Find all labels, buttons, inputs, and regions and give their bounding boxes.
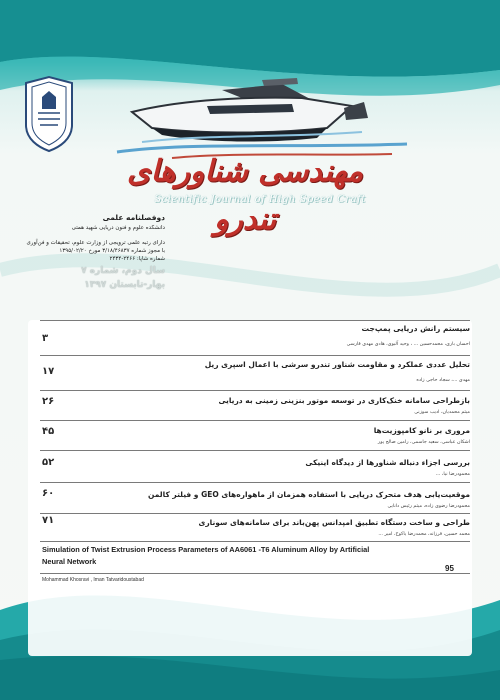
toc-item-page: ۳: [42, 333, 49, 344]
english-article-title[interactable]: [42, 544, 462, 568]
english-article-title-line-2: Neural Network: [42, 557, 97, 566]
toc-item-authors: محمودرضا رضوی زاده، میثم رئیس دانایی: [387, 504, 470, 509]
english-article-title-line-1: Simulation of Twist Extrusion Process Parameters of AA6061 -T6 Aluminum Alloy by Artificial: [42, 545, 370, 554]
toc-item-authors: میثم محمدیان، ادیب سوزنی: [414, 410, 470, 415]
issue-number: سال دوم، شماره ۷: [81, 266, 165, 276]
toc-item-authors: محمد حسین، فرزانه، محمدرضا یاکوح، امیر ...: [378, 532, 470, 537]
journal-title-persian: مهندسی شناورهای تندرو: [126, 154, 364, 237]
toc-item-title[interactable]: موقعیت‌یابی هدف متحرک دریایی با استفاده همزمان از ماهواره‌های GEO و فیلتر کالمن: [148, 490, 470, 499]
issn-line: شماره شاپا: ۲۴۶۶-۲۴۳۴: [109, 256, 165, 262]
toc-item-title[interactable]: طراحی و ساخت دستگاه تطبیق امپدانس پهن‌باند برای سامانه‌های سوناری: [198, 518, 470, 527]
english-article-authors: Mohammad Khosravi , Iman Tatvaridoustabad: [42, 577, 144, 583]
toc-item-title[interactable]: سیستم رانش دریایی پمپ‌جت: [361, 324, 470, 333]
toc-divider: [40, 541, 470, 542]
toc-divider: [40, 355, 470, 356]
toc-divider: [40, 513, 470, 514]
publisher-line-2: دارای رتبه علمی ترویجی از وزارت علوم، تحقیقات و فن‌آوری: [26, 240, 165, 246]
issue-season: بهار-تابستان ۱۳۹۷: [84, 280, 165, 290]
toc-item-authors: اشکان عباسی، سعید جاسمی، رامین صالح پور: [377, 440, 470, 445]
university-emblem-logo: [20, 75, 78, 153]
toc-item-page: ۵۲: [42, 457, 55, 468]
toc-item-authors: احسان باری، محمدحسین ... ، وحید آلبوی، هادی مهدی فارسی: [346, 342, 470, 347]
toc-item-title[interactable]: مروری بر نانو کامپوزیت‌ها: [373, 426, 470, 435]
publisher-line-1: دانشکده علوم و فنون دریایی شهید همتی: [71, 225, 165, 231]
toc-divider: [40, 390, 470, 391]
publication-type: دوفصلنامه علمی: [102, 213, 165, 222]
toc-item-authors: مهدی ...، سجاد حاجی زاده: [416, 378, 470, 383]
toc-item-page: ۴۵: [42, 426, 55, 437]
toc-divider: [40, 420, 470, 421]
table-of-contents-panel: [28, 320, 472, 656]
toc-item-page: ۷۱: [42, 515, 55, 526]
toc-item-title[interactable]: بررسی اجزاء دنباله شناورها از دیدگاه اینیکی: [305, 458, 470, 467]
toc-item-page: ۲۶: [42, 396, 55, 407]
toc-item-page: ۱۷: [42, 366, 55, 377]
toc-divider: [40, 482, 470, 483]
license-line: با مجوز شماره ۳/۱۸/۴۶۸۳۷ مورخ ۱۳۹۵/۰۲/۲۰: [59, 248, 165, 254]
toc-divider: [40, 573, 470, 574]
toc-item-title[interactable]: بازطراحی سامانه خنک‌کاری در توسعه موتور بنزینی زمینی به دریایی: [218, 396, 470, 405]
toc-divider: [40, 450, 470, 451]
toc-item-authors: محمودرضا نیا، ...: [435, 472, 470, 477]
english-article-page: 95: [445, 564, 454, 573]
toc-item-page: ۶۰: [42, 488, 55, 499]
journal-title-english: Scientific Journal of High Speed Craft: [154, 194, 366, 205]
toc-item-title[interactable]: تحلیل عددی عملکرد و مقاومت شناور تندرو سرشی با اعمال اسپری ریل: [204, 360, 470, 369]
toc-divider: [40, 320, 470, 321]
